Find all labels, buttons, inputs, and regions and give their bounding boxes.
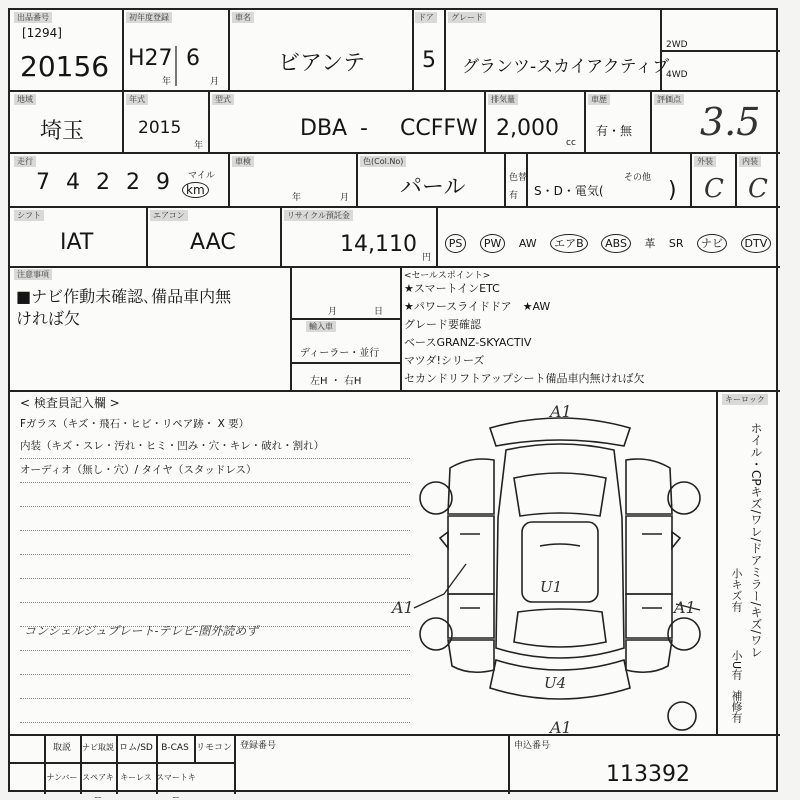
interior-label: 内装 [739,156,761,167]
apply-number: 113392 [606,762,690,787]
footer-cell: キーレス [120,773,152,782]
footer-cell: リモコン [195,743,232,753]
equipment-badge: AW [518,236,537,250]
displacement-value: 2,000 [496,116,559,141]
transmission-label: シフト [14,210,44,221]
exterior-grade: C [704,174,724,204]
model-code: CCFFW [400,116,478,141]
note-month-unit: 月 [328,307,338,317]
right-note-b: 小U有 [730,650,743,681]
equipment-badge: PW [480,234,506,253]
sales-point: ★スマートインETC [404,282,500,295]
score-label: 評価点 [654,94,684,105]
footer-cell: ナンバー [46,773,78,782]
mileage-digit: 9 [156,169,170,195]
equipment-badge: SR [668,236,684,250]
mileage-digits [28,168,178,196]
car-name-label: 車名 [232,12,254,23]
lot-number: 20156 [20,50,110,83]
recycle-fee: 14,110 [340,232,417,257]
footer-cell: ロム/SD [119,743,153,753]
km-unit: km [182,182,209,198]
reg-no-label: 登録番号 [240,741,277,751]
paint-options: S・D・電気( [534,184,604,198]
equipment-badge: ナビ [697,234,727,253]
note-text-2: ければ欠 [16,309,81,328]
door-count: 5 [422,48,436,73]
footer-cell: 取説 [52,743,71,753]
model-year-value: 2015 [138,118,182,138]
era-year: H27 [128,46,173,71]
model-year-unit: 年 [194,141,204,151]
sales-point: マツダ!シリーズ [404,354,485,367]
equipment-badge: 革 [644,237,656,250]
mileage-digit: 2 [126,169,140,195]
month-unit: 月 [210,77,220,87]
wheel-note: ホイル・CPキズ/ワレ/ドアミラー/キズ/ワレ [749,422,763,658]
apply-no-label: 申込番号 [514,741,551,751]
inspector-line-3: オーディオ（無し・穴）/ タイヤ（スタッドレス） [20,464,257,476]
equipment-badge: ABS [601,234,631,253]
damage-mark: U1 [540,578,563,596]
damage-mark: A1 [674,598,696,617]
handwritten-note: コンシェルジュプレート-テレビ-圏外読めず [24,624,259,638]
displacement-label: 排気量 [488,94,518,105]
model-year-label: 年式 [126,94,148,105]
damage-mark: U4 [544,674,567,692]
paint-close: ) [668,178,677,203]
shaken-month-unit: 月 [340,193,350,203]
lot-label: 出品番号 [14,12,52,23]
inspector-label: < 検査員記入欄 > [20,396,120,410]
damage-mark: A1 [550,402,572,421]
dealer-option: ディーラー・並行 [300,348,380,359]
equipment-badge: PS [445,234,467,253]
mile-unit: マイル [188,171,215,181]
recycle-yen: 円 [422,253,432,263]
inspector-line-1: Fガラス（キズ・飛石・ヒビ・リペア跡・ X 要） [20,418,250,430]
aircon-value: AAC [190,230,236,255]
score-value: 3.5 [700,100,761,144]
equipment-badge: エアB [550,234,588,253]
equipment-badge: DTV [741,234,772,253]
footer-cell: スマートキー [156,773,196,800]
grade-value: グランツ-スカイアクティブ [462,57,670,77]
year-unit: 年 [162,77,172,87]
exterior-label: 外装 [694,156,716,167]
sales-points [404,280,644,388]
cc-unit: cc [566,138,576,148]
inspector-line-2: 内装（キズ・スレ・汚れ・ヒミ・凹み・穴・キレ・破れ・割れ） [20,440,325,452]
right-note-a: 小キズ有 [730,568,743,612]
footer-cell: スペアキー [82,773,114,800]
model-label: 型式 [212,94,234,105]
color-value: パール [400,175,466,200]
footer-cell: ナビ取説 [82,743,114,752]
car-name: ビアンテ [278,51,366,76]
notes-label: 注意事項 [14,269,52,280]
damage-mark: A1 [392,598,414,617]
mileage-digit: 2 [96,169,110,195]
sales-point: グレード要確認 [404,318,481,331]
lot-id: [1294] [22,26,62,40]
paint-other-label: その他 [624,173,652,183]
grade-label: グレード [448,12,486,23]
sales-point-label: <セールスポイント> [404,271,491,281]
shaken-year-unit: 年 [292,193,302,203]
region-label: 地域 [14,94,36,105]
sales-point: ★パワースライドドア ★AW [404,300,551,313]
note-day-unit: 日 [374,307,384,317]
drive-2wd: 2WD [666,40,688,50]
import-label: 輸入車 [306,321,336,332]
note-text-1: ■ナビ作動未確認､備品車内無 [16,287,232,306]
right-note-c: 補修有 [730,690,743,723]
shaken-label: 車検 [232,156,254,167]
sales-point: セカンドリフトアップシート備品車内無ければ欠 [404,372,645,385]
equipment-row [438,228,778,258]
color-change-label: 色替 [509,173,528,183]
model-prefix: DBA [300,116,348,141]
transmission-value: IAT [60,230,94,255]
mileage-digit: 4 [66,169,80,195]
drive-4wd: 4WD [666,70,688,80]
region-value: 埼玉 [40,119,85,144]
interior-grade: C [748,174,768,204]
sales-point: ベースGRANZ-SKYACTIV [404,336,532,349]
first-reg-label: 初年度登録 [126,12,172,23]
recycle-label: リサイクル預託金 [284,210,353,221]
door-label: ドア [415,12,437,23]
damage-mark: A1 [550,718,572,737]
color-change-value: 有 [509,191,519,201]
mileage-digit: 7 [36,169,50,195]
auction-sheet [8,8,778,800]
keylock-label: キーロック [722,394,768,405]
color-label: 色(Col.No) [360,156,406,167]
aircon-label: エアコン [150,210,188,221]
model-dash: - [360,116,368,141]
handle-option: 左H ・ 右H [310,376,362,387]
history-value: 有・無 [596,124,633,138]
reg-month: 6 [186,46,200,71]
footer-cell: B-CAS [161,743,189,753]
history-label: 車歴 [588,94,610,105]
mileage-label: 走行 [14,156,36,167]
